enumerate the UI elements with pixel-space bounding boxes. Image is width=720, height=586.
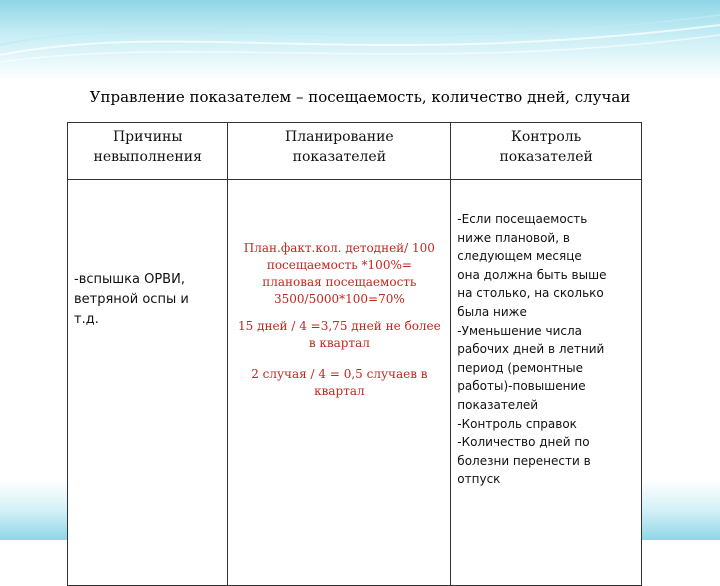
header-control-line: Контроль (511, 129, 582, 145)
control-line: -Количество дней по (457, 435, 590, 450)
control-line: период (ремонтные (457, 360, 584, 375)
control-line: показателей (457, 397, 539, 412)
header-planning (228, 123, 451, 180)
planning-cell (228, 180, 451, 586)
control-line: -Контроль справок (457, 416, 577, 431)
table-header-row (68, 123, 642, 180)
control-line: болезни перенести в (457, 453, 591, 468)
plan-cases (232, 366, 446, 400)
plan-days (232, 318, 446, 352)
reason-line: -вспышка ОРВИ, (74, 272, 185, 287)
header-planning-line: Планирование (285, 129, 394, 145)
header-planning-line: показателей (292, 149, 387, 165)
control-cell (451, 180, 642, 586)
reason-line: т.д. (74, 312, 99, 327)
header-reasons (68, 123, 228, 180)
reason-line: ветряной оспы и (74, 292, 189, 307)
plan-line: в квартал (308, 336, 370, 350)
wave-decoration (0, 0, 720, 80)
plan-line: посещаемость *100%= (266, 258, 412, 272)
indicator-table (67, 122, 642, 586)
control-line: была ниже (457, 304, 527, 319)
plan-line: 3500/5000*100=70% (273, 292, 405, 306)
plan-attendance (232, 240, 446, 308)
control-line: ниже плановой, в (457, 230, 570, 245)
control-line: работы)-повышение (457, 379, 586, 394)
control-line: -Если посещаемость (457, 212, 588, 226)
plan-line: квартал (314, 384, 365, 398)
control-line: она должна быть выше (457, 267, 607, 282)
reasons-cell (68, 180, 228, 586)
plan-line: плановая посещаемость (262, 275, 417, 289)
control-line: следующем месяце (457, 249, 582, 264)
control-line: отпуск (457, 472, 501, 487)
header-control (451, 123, 642, 180)
plan-line: 2 случая / 4 = 0,5 случаев в (251, 367, 428, 381)
slide-title: Управление показателем – посещаемость, количество дней, случаи (89, 88, 631, 106)
control-line: на столько, на сколько (457, 286, 604, 301)
header-reasons-line: Причины (112, 129, 183, 145)
plan-line: 15 дней / 4 =3,75 дней не более (237, 319, 441, 333)
table-row (68, 180, 642, 586)
control-line: рабочих дней в летний (457, 342, 605, 357)
header-control-line: показателей (499, 149, 593, 165)
control-line: -Уменьшение числа (457, 323, 583, 338)
header-reasons-line: невыполнения (93, 149, 202, 165)
plan-line: План.факт.кол. детодней/ 100 (243, 241, 435, 255)
top-decoration (0, 0, 720, 80)
